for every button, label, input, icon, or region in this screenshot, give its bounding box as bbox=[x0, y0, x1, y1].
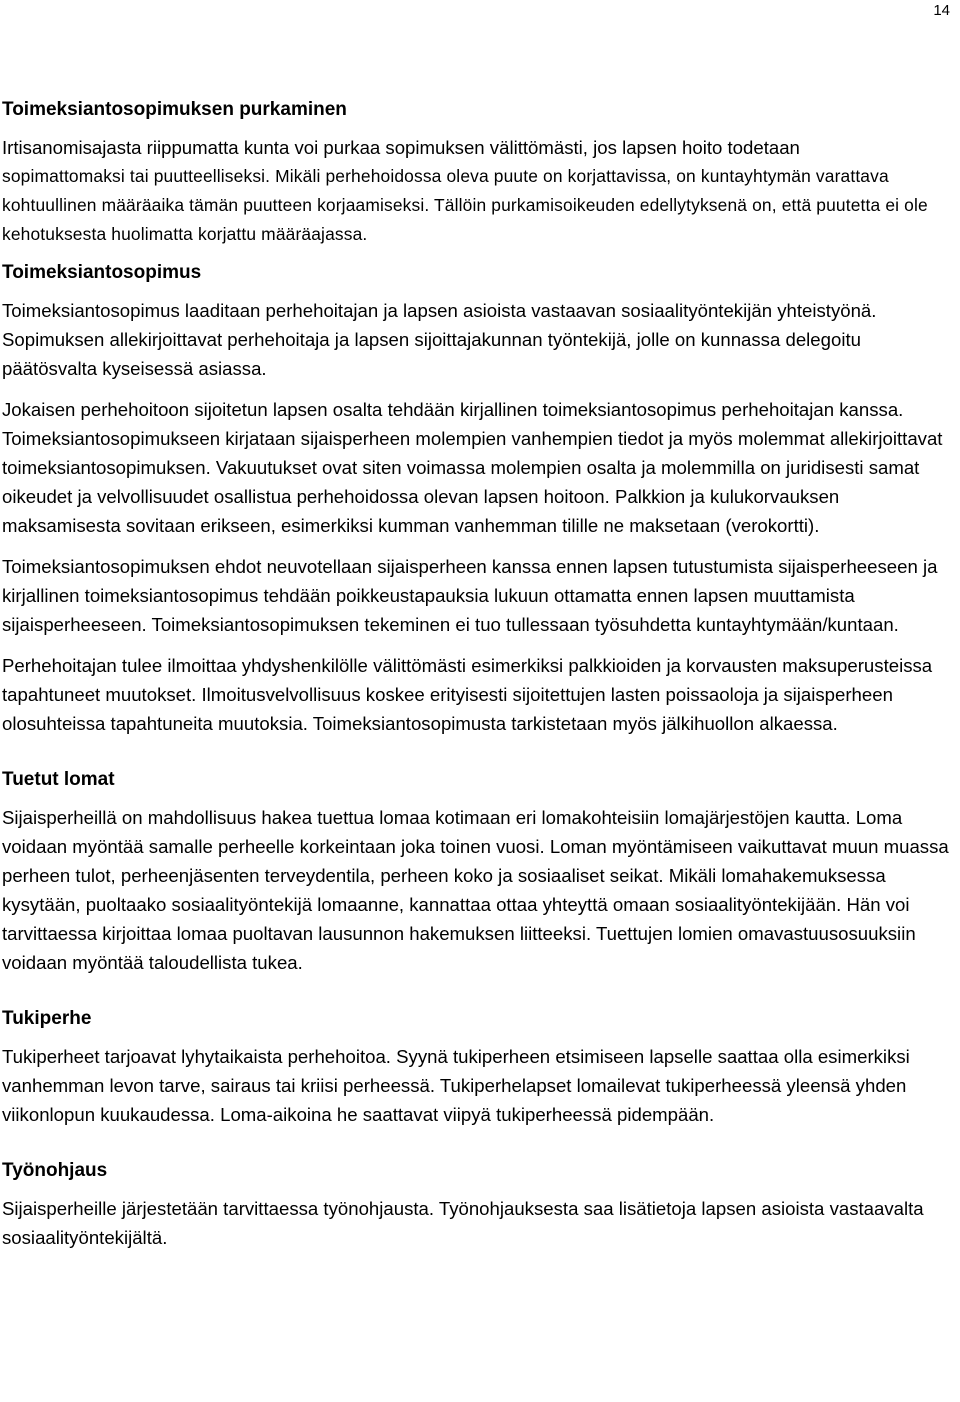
spacer bbox=[2, 383, 956, 395]
spacer bbox=[2, 1185, 956, 1194]
heading-tyonohjaus: Työnohjaus bbox=[2, 1160, 108, 1181]
document-body bbox=[2, 95, 956, 1252]
paragraph-toimeksiantosopimus-4: Perhehoitajan tulee ilmoittaa yhdyshenkilölle välittömästi esimerkiksi palkkioiden ja korvausten maksuperusteissa tapahtuneet muutokset. Ilmoitusvelvollisuus koskee erityisesti sijoitettujen lasten poissaoloja ja sijaisperheen olosuhteissa tapahtuneita muutoksia. Toimeksiantosopimusta tarkistetaan myös jälkihuollon alkaessa. bbox=[2, 655, 933, 734]
paragraph-toimeksiantosopimus-3: Toimeksiantosopimuksen ehdot neuvotellaan sijaisperheen kanssa ennen lapsen tutustumista sijaisperheeseen ja kirjallinen toimeksiantosopimus tehdään poikkeustapauksia lukuun ottamatta ennen lapsen muuttamista sijaisperheeseen. Toimeksiantosopimuksen tekeminen ei tuo tullessaan työsuhdetta kuntayhtymään/kuntaan. bbox=[2, 556, 938, 635]
paragraph-toimeksiantosopimus-2: Jokaisen perhehoitoon sijoitetun lapsen osalta tehdään kirjallinen toimeksiantosopimus perhehoitajan kanssa. Toimeksiantosopimukseen kirjataan sijaisperheen molempien vanhempien tiedot ja myös molemmat allekirjoittavat toimeksiantosopimuksen. Vakuutukset ovat siten voimassa molempien osalta ja molemmilla on juridisesti samat oikeudet ja velvollisuudet osallistua perhehoidossa olevan lapsen hoitoon. Palkkion ja kulukorvauksen maksamisesta sovitaan erikseen, esimerkiksi kumman vanhemman tilille ne maksetaan (verokortti). bbox=[2, 399, 943, 536]
spacer bbox=[2, 794, 956, 803]
page-number: 14 bbox=[933, 2, 950, 19]
spacer bbox=[2, 977, 956, 1004]
spacer bbox=[2, 1129, 956, 1156]
spacer bbox=[2, 1033, 956, 1042]
heading-tuetut-lomat: Tuetut lomat bbox=[2, 769, 115, 790]
spacer bbox=[2, 639, 956, 651]
paragraph-tuetut-lomat: Sijaisperheillä on mahdollisuus hakea tuettua lomaa kotimaan eri lomakohteisiin lomajärjestöjen kautta. Loma voidaan myöntää samalle perheelle korkeintaan joka toinen vuosi. Loman myöntämiseen vaikuttavat muun muassa perheen tulot, perheenjäsenten terveydentila, perheen koko ja sosiaaliset seikat. Mikäli lomahakemuksessa kysytään, puoltaako sosiaalityöntekijä lomaanne, kannattaa ottaa yhteyttä omaan sosiaalityöntekijään. Hän voi tarvittaessa kirjoittaa lomaa puoltavan lausunnon hakemuksen liitteeksi. Tuettujen lomien omavastuusosuuksiin voidaan myöntää taloudellista tukea. bbox=[2, 807, 949, 973]
paragraph-tyonohjaus: Sijaisperheille järjestetään tarvittaessa työnohjausta. Työnohjauksesta saa lisätietoja lapsen asioista vastaavalta sosiaalityöntekijältä. bbox=[2, 1198, 924, 1248]
heading-purkaminen: Toimeksiantosopimuksen purkaminen bbox=[2, 99, 347, 120]
paragraph-tukiperhe: Tukiperheet tarjoavat lyhytaikaista perhehoitoa. Syynä tukiperheen etsimiseen lapselle saattaa olla esimerkiksi vanhemman levon tarve, sairaus tai kriisi perheessä. Tukiperhelapset lomailevat tukiperheessä yleensä yhden viikonlopun kuukaudessa. Loma-aikoina he saattavat viipyä tukiperheessä pidempään. bbox=[2, 1046, 910, 1125]
paragraph-purkaminen-intro: Irtisanomisajasta riippumatta kunta voi purkaa sopimuksen välittömästi, jos lapsen hoito todetaan bbox=[2, 137, 800, 158]
spacer bbox=[2, 249, 956, 258]
spacer bbox=[2, 124, 956, 133]
paragraph-purkaminen-body: sopimattomaksi tai puutteelliseksi. Mikäli perhehoidossa oleva puute on korjattavissa, on kuntayhtymän varattava kohtuullinen määräaika tämän puutteen korjaamiseksi. Tällöin purkamisoikeuden edellytyksenä on, että puutetta ei ole kehotuksesta huolimatta korjattu määräajassa. bbox=[2, 166, 928, 244]
heading-tukiperhe: Tukiperhe bbox=[2, 1008, 92, 1029]
heading-toimeksiantosopimus: Toimeksiantosopimus bbox=[2, 262, 202, 283]
spacer bbox=[2, 738, 956, 765]
spacer bbox=[2, 540, 956, 552]
paragraph-toimeksiantosopimus-1: Toimeksiantosopimus laaditaan perhehoitajan ja lapsen asioista vastaavan sosiaalityöntekijän yhteistyönä. Sopimuksen allekirjoittavat perhehoitaja ja lapsen sijoittajakunnan työntekijä, jolle on kunnassa delegoitu päätösvalta kyseisessä asiassa. bbox=[2, 300, 877, 379]
spacer bbox=[2, 287, 956, 296]
